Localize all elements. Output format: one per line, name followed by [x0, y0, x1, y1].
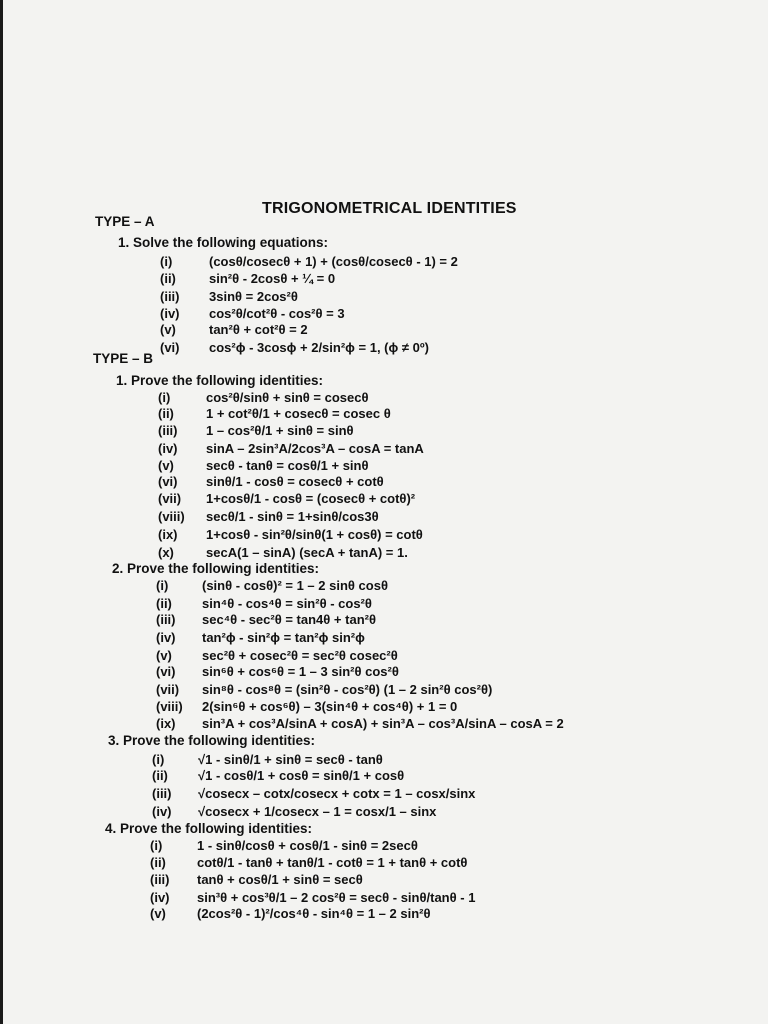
- item-number: (vii): [158, 491, 182, 506]
- item-expression: cotθ/1 - tanθ + tanθ/1 - cotθ = 1 + tanθ + cotθ: [197, 855, 468, 870]
- section-heading: 1. Prove the following identities:: [116, 373, 324, 388]
- item-number: (ii): [156, 596, 172, 611]
- type-b-label: TYPE – B: [93, 351, 154, 366]
- item-expression: cos²ϕ - 3cosϕ + 2/sin²ϕ = 1, (ϕ ≠ 0º): [209, 340, 429, 355]
- item-number: (v): [150, 906, 166, 921]
- page-title: TRIGONOMETRICAL IDENTITIES: [262, 200, 517, 217]
- item-expression: tan²ϕ - sin²ϕ = tan²ϕ sin²ϕ: [202, 630, 365, 645]
- item-number: (iv): [152, 804, 172, 819]
- item-number: (vii): [156, 682, 180, 697]
- item-expression: sin²θ - 2cosθ + ¼ = 0: [209, 271, 336, 286]
- item-expression: (cosθ/cosecθ + 1) + (cosθ/cosecθ - 1) = 2: [209, 254, 458, 269]
- item-number: (i): [158, 390, 171, 405]
- item-number: (viii): [156, 699, 183, 714]
- item-expression: 1 – cos²θ/1 + sinθ = sinθ: [206, 423, 354, 438]
- section-heading: 4. Prove the following identities:: [105, 821, 313, 836]
- item-number: (i): [160, 254, 173, 269]
- item-expression: sin⁶θ + cos⁶θ = 1 – 3 sin²θ cos²θ: [202, 664, 399, 679]
- item-expression: sec²θ + cosec²θ = sec²θ cosec²θ: [202, 648, 398, 663]
- item-expression: secA(1 – sinA) (secA + tanA) = 1.: [206, 545, 408, 560]
- item-number: (iv): [160, 306, 180, 321]
- item-expression: √1 - sinθ/1 + sinθ = secθ - tanθ: [198, 752, 383, 767]
- item-expression: 1+cosθ/1 - cosθ = (cosecθ + cotθ)²: [206, 491, 416, 506]
- item-number: (ii): [152, 768, 168, 783]
- item-number: (iv): [158, 441, 178, 456]
- item-expression: sin³A + cos³A/sinA + cosA) + sin³A – cos³A/sinA – cosA = 2: [202, 716, 564, 731]
- item-number: (i): [156, 578, 169, 593]
- item-number: (iii): [158, 423, 178, 438]
- item-expression: sin³θ + cos³θ/1 – 2 cos²θ = secθ - sinθ/tanθ - 1: [197, 890, 476, 905]
- section-heading: 1. Solve the following equations:: [118, 235, 329, 250]
- page-edge-mark: [0, 0, 3, 1024]
- section-heading: 3. Prove the following identities:: [108, 733, 316, 748]
- section-heading: 2. Prove the following identities:: [112, 561, 320, 576]
- item-number: (iv): [156, 630, 176, 645]
- item-expression: sinθ/1 - cosθ = cosecθ + cotθ: [206, 474, 384, 489]
- item-expression: 2(sin⁶θ + cos⁶θ) – 3(sin⁴θ + cos⁴θ) + 1 = 0: [202, 699, 458, 714]
- item-expression: √cosecx + 1/cosecx – 1 = cosx/1 – sinx: [198, 804, 437, 819]
- item-number: (vi): [158, 474, 178, 489]
- item-expression: 3sinθ = 2cos²θ: [209, 289, 298, 304]
- item-number: (viii): [158, 509, 185, 524]
- item-number: (iii): [156, 612, 176, 627]
- item-number: (iii): [160, 289, 180, 304]
- item-number: (iii): [150, 872, 170, 887]
- item-expression: secθ/1 - sinθ = 1+sinθ/cos3θ: [206, 509, 379, 524]
- item-number: (x): [158, 545, 174, 560]
- item-number: (vi): [160, 340, 180, 355]
- item-number: (ii): [158, 406, 174, 421]
- item-expression: sin⁴θ - cos⁴θ = sin²θ - cos²θ: [202, 596, 372, 611]
- item-number: (v): [158, 458, 174, 473]
- item-number: (ii): [160, 271, 176, 286]
- item-expression: sin⁸θ - cos⁸θ = (sin²θ - cos²θ) (1 – 2 sin²θ cos²θ): [202, 682, 493, 697]
- item-expression: sec⁴θ - sec²θ = tan4θ + tan²θ: [202, 612, 376, 627]
- item-expression: tanθ + cosθ/1 + sinθ = secθ: [197, 872, 363, 887]
- item-expression: secθ - tanθ = cosθ/1 + sinθ: [206, 458, 369, 473]
- item-expression: cos²θ/sinθ + sinθ = cosecθ: [206, 390, 369, 405]
- item-number: (v): [156, 648, 172, 663]
- item-number: (ii): [150, 855, 166, 870]
- item-number: (ix): [158, 527, 178, 542]
- item-number: (iv): [150, 890, 170, 905]
- item-number: (ix): [156, 716, 176, 731]
- item-expression: 1 - sinθ/cosθ + cosθ/1 - sinθ = 2secθ: [197, 838, 418, 853]
- item-expression: √cosecx – cotx/cosecx + cotx = 1 – cosx/sinx: [198, 786, 476, 801]
- item-expression: cos²θ/cot²θ - cos²θ = 3: [209, 306, 345, 321]
- item-number: (iii): [152, 786, 172, 801]
- item-expression: √1 - cosθ/1 + cosθ = sinθ/1 + cosθ: [198, 768, 405, 783]
- item-number: (vi): [156, 664, 176, 679]
- item-number: (v): [160, 322, 176, 337]
- item-number: (i): [150, 838, 163, 853]
- item-expression: (sinθ - cosθ)² = 1 – 2 sinθ cosθ: [202, 578, 388, 593]
- item-expression: 1+cosθ - sin²θ/sinθ(1 + cosθ) = cotθ: [206, 527, 423, 542]
- item-expression: (2cos²θ - 1)²/cos⁴θ - sin⁴θ = 1 – 2 sin²θ: [197, 906, 431, 921]
- item-expression: sinA – 2sin³A/2cos³A – cosA = tanA: [206, 441, 424, 456]
- item-expression: tan²θ + cot²θ = 2: [209, 322, 308, 337]
- item-number: (i): [152, 752, 165, 767]
- item-expression: 1 + cot²θ/1 + cosecθ = cosec θ: [206, 406, 391, 421]
- type-a-label: TYPE – A: [95, 214, 155, 229]
